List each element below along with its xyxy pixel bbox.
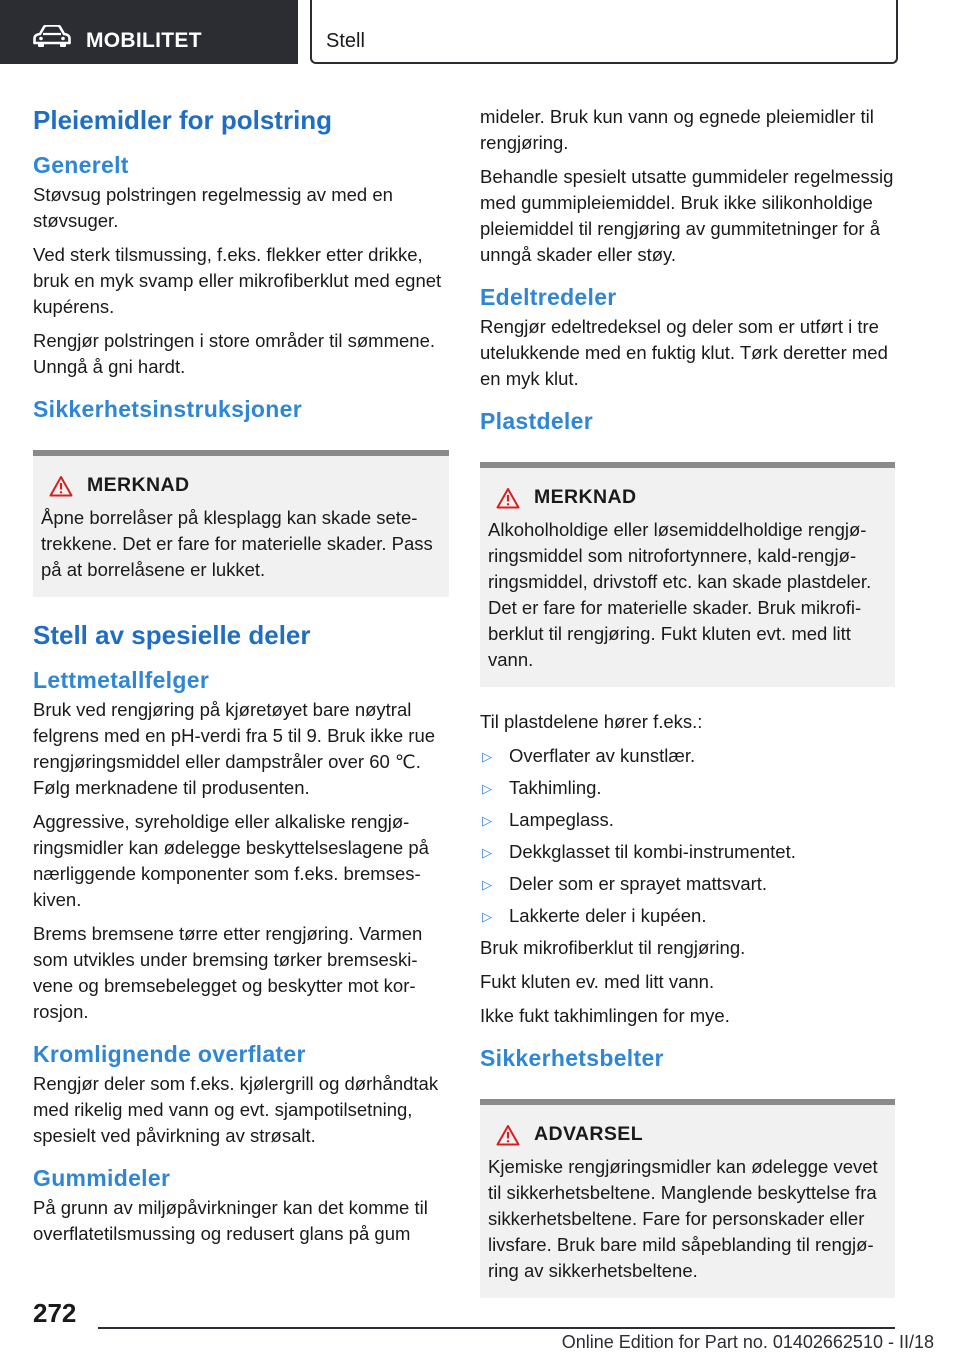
heading-sikkerhetsbelter: Sikkerhetsbelter xyxy=(480,1045,664,1071)
paragraph: Brems bremsene tørre etter rengjøring. Varmen som utvikles under bremsing tørker bremseskivene og bremsebelegget og beskytter mot korrosjon. xyxy=(33,923,423,1022)
warning-triangle-icon xyxy=(496,487,520,509)
heading-kromlignende: Kromlignende overflater xyxy=(33,1041,306,1067)
header-chapter-label: Stell xyxy=(326,30,365,52)
heading-sikkerhetsinstruksjoner: Sikkerhetsinstruksjoner xyxy=(33,396,302,422)
heading-lettmetallfelger: Lettmetallfelger xyxy=(33,667,210,693)
paragraph: Rengjør edeltredeksel og deler som er utført i tre utelukkende med en fuktig klut. Tørk deretter med en myk klut. xyxy=(480,316,888,389)
triangle-bullet-icon: ▷ xyxy=(482,813,492,828)
edition-text: Online Edition for Part no. 01402662510 - II/18 xyxy=(561,1332,934,1352)
page-number: 272 xyxy=(33,1298,77,1328)
heading-generelt: Generelt xyxy=(33,152,129,178)
paragraph: Ikke fukt takhimlingen for mye. xyxy=(480,1005,730,1026)
list-item: ▷ Deler som er sprayet mattsvart. xyxy=(480,871,895,897)
notice-title: MERKNAD xyxy=(534,486,637,508)
paragraph: Rengjør polstringen i store områder til sømmene. Unngå å gni hardt. xyxy=(33,330,436,377)
right-column xyxy=(480,104,895,1320)
notice-box xyxy=(33,450,449,597)
warning-triangle-icon xyxy=(496,1124,520,1146)
header-chapter-tab[interactable] xyxy=(310,0,898,64)
plastdeler-list xyxy=(480,743,895,929)
notice-header xyxy=(488,486,887,509)
paragraph: Fukt kluten ev. med litt vann. xyxy=(480,971,715,992)
triangle-bullet-icon: ▷ xyxy=(482,909,492,924)
paragraph: mideler. Bruk kun vann og egnede pleiemidler til rengjøring. xyxy=(480,106,874,153)
paragraph: Behandle spesielt utsatte gummideler regelmessig med gummipleiemiddel. Bruk ikke silikonholdige pleiemiddel til rengjøring av gummitetninger for å unngå skader eller støy. xyxy=(480,166,894,265)
notice-header xyxy=(41,474,441,497)
triangle-bullet-icon: ▷ xyxy=(482,749,492,764)
notice-text: Alkoholholdige eller løsemiddelholdige rengjøringsmiddel som nitrofortynnere, kald-rengjøringsmiddel, drivstoff etc. kan skade plastdeler. Det er fare for materielle skader. Bruk mikrofiberklut til rengjøring. Fukt kluten evt. med litt vann. xyxy=(488,519,872,670)
list-item: ▷ Lampeglass. xyxy=(480,807,895,833)
heading-plastdeler: Plastdeler xyxy=(480,408,593,434)
triangle-bullet-icon: ▷ xyxy=(482,781,492,796)
heading-gummideler: Gummideler xyxy=(33,1165,171,1191)
paragraph: Til plastdelene hører f.eks.: xyxy=(480,711,703,732)
paragraph: Bruk ved rengjøring på kjøretøyet bare nøytral felgrens med en pH-verdi fra 5 til 9. Bruk ikke rue rengjøringsmiddel eller dampstråler over 60 ℃. Følg merknadene til produsenten. xyxy=(33,699,436,798)
paragraph: Aggressive, syreholdige eller alkaliske rengjøringsmidler kan ødelegge beskyttelseslagene på nærliggende komponenter som f.eks. bremseskiven. xyxy=(33,811,429,910)
section-title-spesielle-deler: Stell av spesielle deler xyxy=(33,620,311,650)
paragraph: Rengjør deler som f.eks. kjølergrill og dørhåndtak med rikelig med vann og evt. sjampotilsetning, spesielt ved påvirkning av strøsalt. xyxy=(33,1073,439,1146)
heading-edeltredeler: Edeltredeler xyxy=(480,284,617,310)
notice-box xyxy=(480,1099,895,1298)
paragraph: Ved sterk tilsmussing, f.eks. flekker etter drikke, bruk en myk svamp eller mikrofiberklut med egnet kupérens. xyxy=(33,244,442,317)
notice-header xyxy=(488,1123,887,1146)
list-item: ▷ Lakkerte deler i kupéen. xyxy=(480,903,895,929)
triangle-bullet-icon: ▷ xyxy=(482,845,492,860)
paragraph: På grunn av miljøpåvirkninger kan det komme til overflatetilsmussing og redusert glans på gum xyxy=(33,1197,428,1244)
triangle-bullet-icon: ▷ xyxy=(482,877,492,892)
notice-text: Åpne borrelåser på klesplagg kan skade setetrekkene. Det er fare for materielle skader. Pass på at borrelåsene er lukket. xyxy=(41,507,433,580)
paragraph: Bruk mikrofiberklut til rengjøring. xyxy=(480,937,746,958)
notice-title: MERKNAD xyxy=(87,474,190,496)
section-title-polstring: Pleiemidler for polstring xyxy=(33,105,333,135)
footer-divider xyxy=(98,1327,895,1329)
list-item: ▷ Dekkglasset til kombi-instrumentet. xyxy=(480,839,895,865)
car-icon xyxy=(33,25,71,47)
notice-box xyxy=(480,462,895,687)
notice-title: ADVARSEL xyxy=(534,1123,644,1145)
warning-triangle-icon xyxy=(49,475,73,497)
header-section-tab[interactable] xyxy=(0,0,298,64)
notice-text: Kjemiske rengjøringsmidler kan ødelegge vevet til sikkerhetsbeltene. Manglende beskyttelse fra sikkerhetsbeltene. Fare for personskader eller livsfare. Bruk bare mild såpeblanding til rengjøring av sikkerhetsbeltene. xyxy=(488,1156,878,1281)
list-item: ▷ Takhimling. xyxy=(480,775,895,801)
list-item: ▷ Overflater av kunstlær. xyxy=(480,743,895,769)
left-column xyxy=(33,96,449,1255)
paragraph: Støvsug polstringen regelmessig av med en støvsuger. xyxy=(33,184,393,231)
header-section-label: MOBILITET xyxy=(86,29,202,52)
